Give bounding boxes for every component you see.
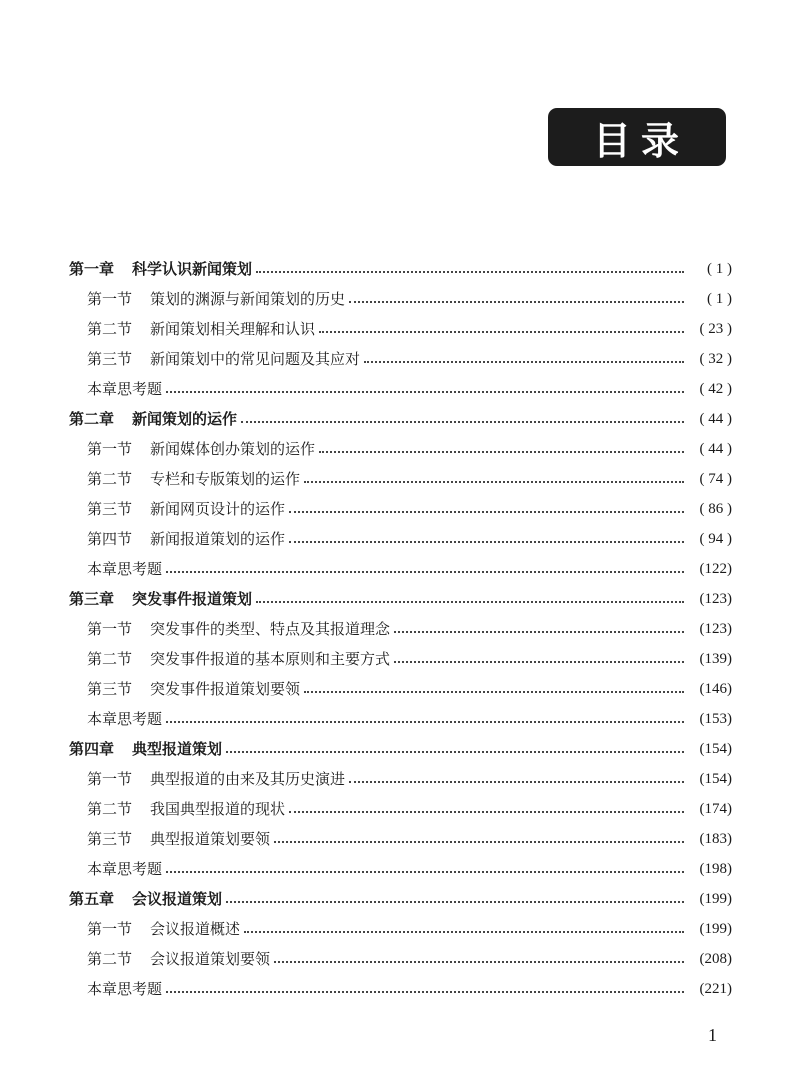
toc-entry-title: 新闻网页设计的运作 bbox=[150, 500, 286, 518]
toc-entry-page: (199) bbox=[699, 891, 732, 907]
toc-leader-dots bbox=[289, 511, 684, 513]
toc-entry-page: (123) bbox=[699, 591, 732, 607]
toc-entry-number: 第四节 bbox=[87, 530, 133, 548]
toc-section-row[interactable] bbox=[69, 824, 732, 854]
toc-section-row[interactable] bbox=[69, 854, 732, 884]
toc-section-row[interactable] bbox=[69, 344, 732, 374]
toc-entry-page: (123) bbox=[699, 621, 732, 637]
toc-leader-dots bbox=[394, 661, 684, 663]
toc-entry-number: 第五章 bbox=[69, 890, 115, 908]
toc-entry-title: 本章思考题 bbox=[87, 380, 163, 398]
toc-entry-title: 本章思考题 bbox=[87, 860, 163, 878]
page-number: 1 bbox=[708, 1025, 717, 1045]
toc-leader-dots bbox=[244, 931, 684, 933]
toc-leader-dots bbox=[256, 601, 684, 603]
toc-entry-number: 第一节 bbox=[87, 620, 133, 638]
toc-leader-dots bbox=[349, 781, 684, 783]
toc-entry-page: (174) bbox=[699, 801, 732, 817]
toc-entry-page: (221) bbox=[699, 981, 732, 997]
toc-leader-dots bbox=[226, 751, 684, 753]
toc-leader-dots bbox=[274, 961, 684, 963]
toc-entry-page: (183) bbox=[699, 831, 732, 847]
toc-entry-title: 突发事件的类型、特点及其报道理念 bbox=[150, 620, 391, 638]
toc-leader-dots bbox=[289, 541, 684, 543]
toc-title: 目录 bbox=[592, 118, 689, 163]
toc-entry-number: 第三节 bbox=[87, 680, 133, 698]
toc-entry-number: 第三节 bbox=[87, 830, 133, 848]
toc-entry-title: 专栏和专版策划的运作 bbox=[150, 470, 301, 488]
toc-leader-dots bbox=[289, 811, 684, 813]
toc-leader-dots bbox=[241, 421, 684, 423]
toc-entry-page: (146) bbox=[699, 681, 732, 697]
toc-entry-page: ( 74 ) bbox=[699, 471, 732, 487]
toc-entry-number: 第二节 bbox=[87, 800, 133, 818]
toc-entry-title: 典型报道的由来及其历史演进 bbox=[150, 770, 346, 788]
toc-leader-dots bbox=[349, 301, 684, 303]
toc-section-row[interactable] bbox=[69, 644, 732, 674]
toc-section-row[interactable] bbox=[69, 614, 732, 644]
toc-entry-title: 新闻策划相关理解和认识 bbox=[150, 320, 316, 338]
toc-entry-number: 第一节 bbox=[87, 770, 133, 788]
toc-chapter-row[interactable] bbox=[69, 734, 732, 764]
toc-leader-dots bbox=[256, 271, 684, 273]
toc-section-row[interactable] bbox=[69, 914, 732, 944]
toc-section-row[interactable] bbox=[69, 524, 732, 554]
toc-chapter-row[interactable] bbox=[69, 884, 732, 914]
toc-entry-page: (208) bbox=[699, 951, 732, 967]
toc-entry-title: 新闻策划的运作 bbox=[132, 410, 238, 428]
toc-entry-title: 科学认识新闻策划 bbox=[132, 260, 253, 278]
toc-entry-title: 我国典型报道的现状 bbox=[150, 800, 286, 818]
toc-leader-dots bbox=[166, 391, 684, 393]
toc-entry-page: ( 42 ) bbox=[699, 381, 732, 397]
toc-entry-number: 第二节 bbox=[87, 320, 133, 338]
toc-leader-dots bbox=[364, 361, 684, 363]
toc-section-row[interactable] bbox=[69, 284, 732, 314]
toc-entry-number: 第一章 bbox=[69, 260, 115, 278]
toc-section-row[interactable] bbox=[69, 314, 732, 344]
toc-section-row[interactable] bbox=[69, 494, 732, 524]
toc-leader-dots bbox=[319, 331, 684, 333]
toc-entry-number: 第三节 bbox=[87, 500, 133, 518]
toc-entry-title: 新闻媒体创办策划的运作 bbox=[150, 440, 316, 458]
toc-entry-number: 第一节 bbox=[87, 440, 133, 458]
toc-entry-number: 第二节 bbox=[87, 470, 133, 488]
toc-entry-page: ( 32 ) bbox=[699, 351, 732, 367]
toc-entry-page: ( 86 ) bbox=[699, 501, 732, 517]
toc-title-banner bbox=[548, 108, 726, 166]
toc-leader-dots bbox=[166, 991, 684, 993]
toc-section-row[interactable] bbox=[69, 974, 732, 1004]
toc-section-row[interactable] bbox=[69, 374, 732, 404]
toc-entry-number: 第四章 bbox=[69, 740, 115, 758]
toc-section-row[interactable] bbox=[69, 434, 732, 464]
toc-entry-title: 新闻报道策划的运作 bbox=[150, 530, 286, 548]
toc-entry-page: ( 94 ) bbox=[699, 531, 732, 547]
toc-chapter-row[interactable] bbox=[69, 254, 732, 284]
toc-entry-number: 第三章 bbox=[69, 590, 115, 608]
toc-entry-title: 会议报道策划要领 bbox=[150, 950, 271, 968]
toc-entry-page: ( 1 ) bbox=[707, 261, 732, 277]
toc-section-row[interactable] bbox=[69, 944, 732, 974]
toc-leader-dots bbox=[304, 481, 684, 483]
toc-entry-page: (139) bbox=[699, 651, 732, 667]
toc-chapter-row[interactable] bbox=[69, 404, 732, 434]
toc-entry-page: (199) bbox=[699, 921, 732, 937]
toc-entry-title: 典型报道策划 bbox=[132, 740, 223, 758]
toc-entry-title: 策划的渊源与新闻策划的历史 bbox=[150, 290, 346, 308]
toc-entry-number: 第二节 bbox=[87, 650, 133, 668]
toc-section-row[interactable] bbox=[69, 794, 732, 824]
toc-leader-dots bbox=[394, 631, 684, 633]
toc-entry-title: 本章思考题 bbox=[87, 710, 163, 728]
toc-entry-page: (122) bbox=[699, 561, 732, 577]
toc-entry-title: 本章思考题 bbox=[87, 560, 163, 578]
toc-entry-number: 第二节 bbox=[87, 950, 133, 968]
toc-entry-number: 第三节 bbox=[87, 350, 133, 368]
toc-section-row[interactable] bbox=[69, 674, 732, 704]
toc-leader-dots bbox=[226, 901, 684, 903]
toc-entry-page: (154) bbox=[699, 771, 732, 787]
toc-entry-page: (198) bbox=[699, 861, 732, 877]
toc-entry-page: ( 44 ) bbox=[699, 411, 732, 427]
toc-entry-page: ( 23 ) bbox=[699, 321, 732, 337]
toc-entry-number: 第一节 bbox=[87, 290, 133, 308]
table-of-contents bbox=[69, 254, 732, 1004]
toc-section-row[interactable] bbox=[69, 464, 732, 494]
toc-entry-number: 第一节 bbox=[87, 920, 133, 938]
toc-entry-title: 会议报道策划 bbox=[132, 890, 223, 908]
toc-entry-page: ( 44 ) bbox=[699, 441, 732, 457]
toc-entry-page: (153) bbox=[699, 711, 732, 727]
toc-entry-title: 新闻策划中的常见问题及其应对 bbox=[150, 350, 361, 368]
toc-entry-page: (154) bbox=[699, 741, 732, 757]
toc-entry-number: 第二章 bbox=[69, 410, 115, 428]
toc-entry-title: 突发事件报道策划要领 bbox=[150, 680, 301, 698]
toc-entry-title: 典型报道策划要领 bbox=[150, 830, 271, 848]
toc-leader-dots bbox=[319, 451, 684, 453]
toc-section-row[interactable] bbox=[69, 554, 732, 584]
toc-section-row[interactable] bbox=[69, 764, 732, 794]
toc-entry-title: 突发事件报道策划 bbox=[132, 590, 253, 608]
toc-entry-title: 突发事件报道的基本原则和主要方式 bbox=[150, 650, 391, 668]
toc-leader-dots bbox=[274, 841, 684, 843]
toc-leader-dots bbox=[166, 721, 684, 723]
toc-chapter-row[interactable] bbox=[69, 584, 732, 614]
toc-leader-dots bbox=[166, 571, 684, 573]
toc-entry-title: 会议报道概述 bbox=[150, 920, 241, 938]
toc-entry-title: 本章思考题 bbox=[87, 980, 163, 998]
toc-leader-dots bbox=[304, 691, 684, 693]
toc-entry-page: ( 1 ) bbox=[707, 291, 732, 307]
toc-section-row[interactable] bbox=[69, 704, 732, 734]
toc-leader-dots bbox=[166, 871, 684, 873]
